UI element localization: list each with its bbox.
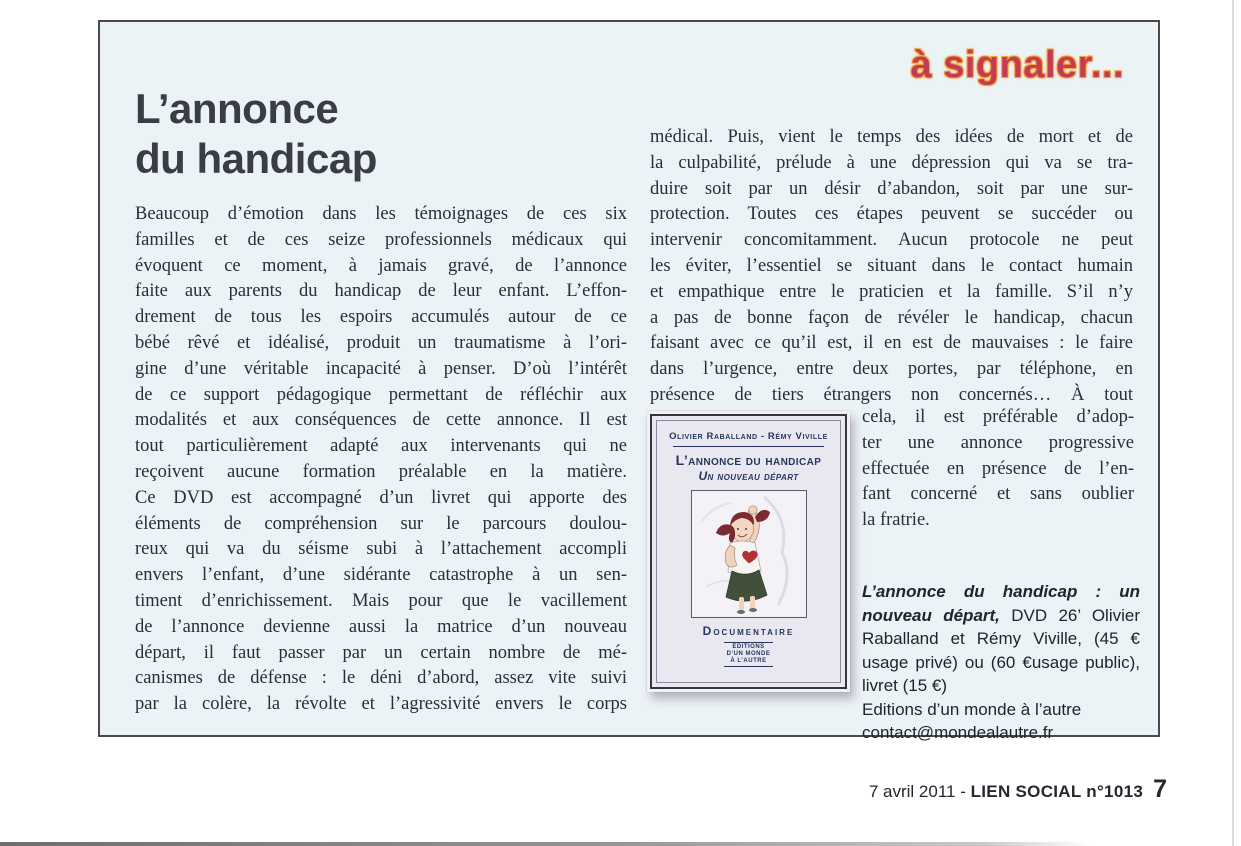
article-title (135, 84, 377, 184)
text-line: a pas de bonne façon de révéler le handicap, chacun (650, 307, 1133, 328)
reference-details: DVD 26’ Olivier Raballand et Rémy Viville, (45 € usage privé) ou (60 €usage public), livret (15 €) (862, 605, 1140, 695)
reference-title: L’annonce du handicap : un nouveau départ, (862, 582, 1140, 625)
article-title-line2: du handicap (135, 135, 377, 182)
text-line: modalités et aux conséquences de cette annonce. Il est (135, 410, 627, 431)
text-line: cela, il est préférable d’adop- (862, 407, 1134, 427)
text-line: bébé rêvé et idéalisé, produit un traumatisme à l’ori- (135, 332, 627, 353)
text-line: la culpabilité, prélude à une dépression qui va se tra- (650, 152, 1133, 173)
text-line: de ce support pédagogique permettant de réfléchir aux (135, 384, 627, 405)
section-tag: à signaler... (910, 44, 1124, 86)
dvd-cover (650, 414, 847, 689)
text-line: canismes de défense : le déni d’abord, assez vite suivi (135, 668, 627, 689)
dvd-subtitle: Un nouveau départ (698, 469, 799, 483)
text-line: reçoivent aucune formation préalable en la matière. (135, 461, 627, 482)
text-line: et empathique entre le praticien et la famille. S’il n’y (650, 281, 1133, 302)
text-line: médical. Puis, vient le temps des idées de mort et de (650, 127, 1133, 147)
reference-paragraph (862, 580, 1140, 698)
text-line: Ce DVD est accompagné d’un livret qui apporte des (135, 487, 627, 508)
dvd-reference-caption (862, 580, 1140, 745)
publisher-logo (724, 642, 774, 667)
text-line: drement de tous les espoirs accumulés autour de ce (135, 307, 627, 328)
text-line: duire soit par un désir d’abandon, soit par une sur- (650, 178, 1133, 199)
page-number: 7 (1153, 775, 1167, 803)
text-line: faisant avec ce qu’il est, il en est de mauvaises : le faire (650, 333, 1133, 354)
text-line: évoquent ce moment, à jamais gravé, de l’annonce (135, 255, 627, 276)
text-line: reux qui va du séisme subi à l’attachement accompli (135, 539, 627, 560)
dvd-cover-photo (647, 411, 850, 692)
text-line: éléments de compréhension sur le parcours doulou- (135, 513, 627, 534)
text-line: faite aux parents du handicap de leur enfant. L’effon- (135, 281, 627, 302)
text-line: ter une annonce progressive (862, 432, 1134, 453)
text-line: départ, il faut passer par un certain nombre de mé- (135, 642, 627, 663)
page-footer (0, 775, 1167, 804)
text-line: les éviter, l’essentiel se situant dans le contact humain (650, 255, 1133, 276)
text-line: par la colère, la révolte et l’agressivité envers le corps (135, 694, 627, 715)
text-line: protection. Toutes ces étapes peuvent se succéder ou (650, 204, 1133, 225)
text-line: tout particulièrement adapté aux intervenants qui ne (135, 436, 627, 457)
scan-edge-right (1232, 0, 1234, 846)
text-line: intervenir concomitamment. Aucun protocole ne peut (650, 230, 1133, 251)
text-line: gine d’une véritable incapacité à penser. D’où l’intérêt (135, 358, 627, 379)
girl-illustration (692, 491, 806, 617)
dvd-title: L’annonce du handicap (675, 452, 822, 468)
dvd-rule (673, 446, 823, 447)
scan-edge-bottom (0, 842, 1090, 846)
contact-email: contact@mondealautre.fr (862, 723, 1054, 742)
dvd-genre: Documentaire (702, 624, 795, 638)
text-line: envers l’enfant, d’une sidérante catastrophe à un sen- (135, 565, 627, 586)
footer-journal-name: LIEN SOCIAL n°1013 (970, 782, 1144, 801)
dvd-illustration-frame (691, 490, 807, 618)
publisher-line1: ÉDITIONS (732, 644, 765, 650)
text-line: effectuée en présence de l’en- (862, 458, 1134, 479)
text-line: timent d’enrichissement. Mais pour que le vacillement (135, 590, 627, 611)
text-line: dans l’urgence, entre deux portes, par téléphone, en (650, 359, 1133, 380)
article-title-line1: L’annonce (135, 85, 339, 132)
publisher-line2: D’UN MONDE (726, 651, 771, 657)
publisher-line3: À L’AUTRE (730, 658, 767, 664)
publisher-name: Editions d’un monde à l’autre (862, 699, 1082, 719)
text-line: la fratrie. (862, 510, 930, 531)
magazine-page-panel (98, 20, 1160, 742)
article-column-right-wrap (862, 405, 1134, 534)
dvd-authors: Olivier Raballand - Rémy Viville (669, 431, 828, 442)
text-line: Beaucoup d’émotion dans les témoignages de ces six (135, 204, 627, 224)
article-column-left (135, 202, 627, 718)
text-line: de l’annonce devienne aussi la matrice d’un nouveau (135, 616, 627, 637)
text-line: présence de tiers étrangers non concernés… À tout (650, 384, 1133, 405)
text-line: fant concerné et sans oublier (862, 484, 1134, 505)
text-line: familles et de ces seize professionnels médicaux qui (135, 229, 627, 250)
footer-date: 7 avril 2011 - (868, 782, 971, 801)
article-column-right (650, 125, 1133, 409)
